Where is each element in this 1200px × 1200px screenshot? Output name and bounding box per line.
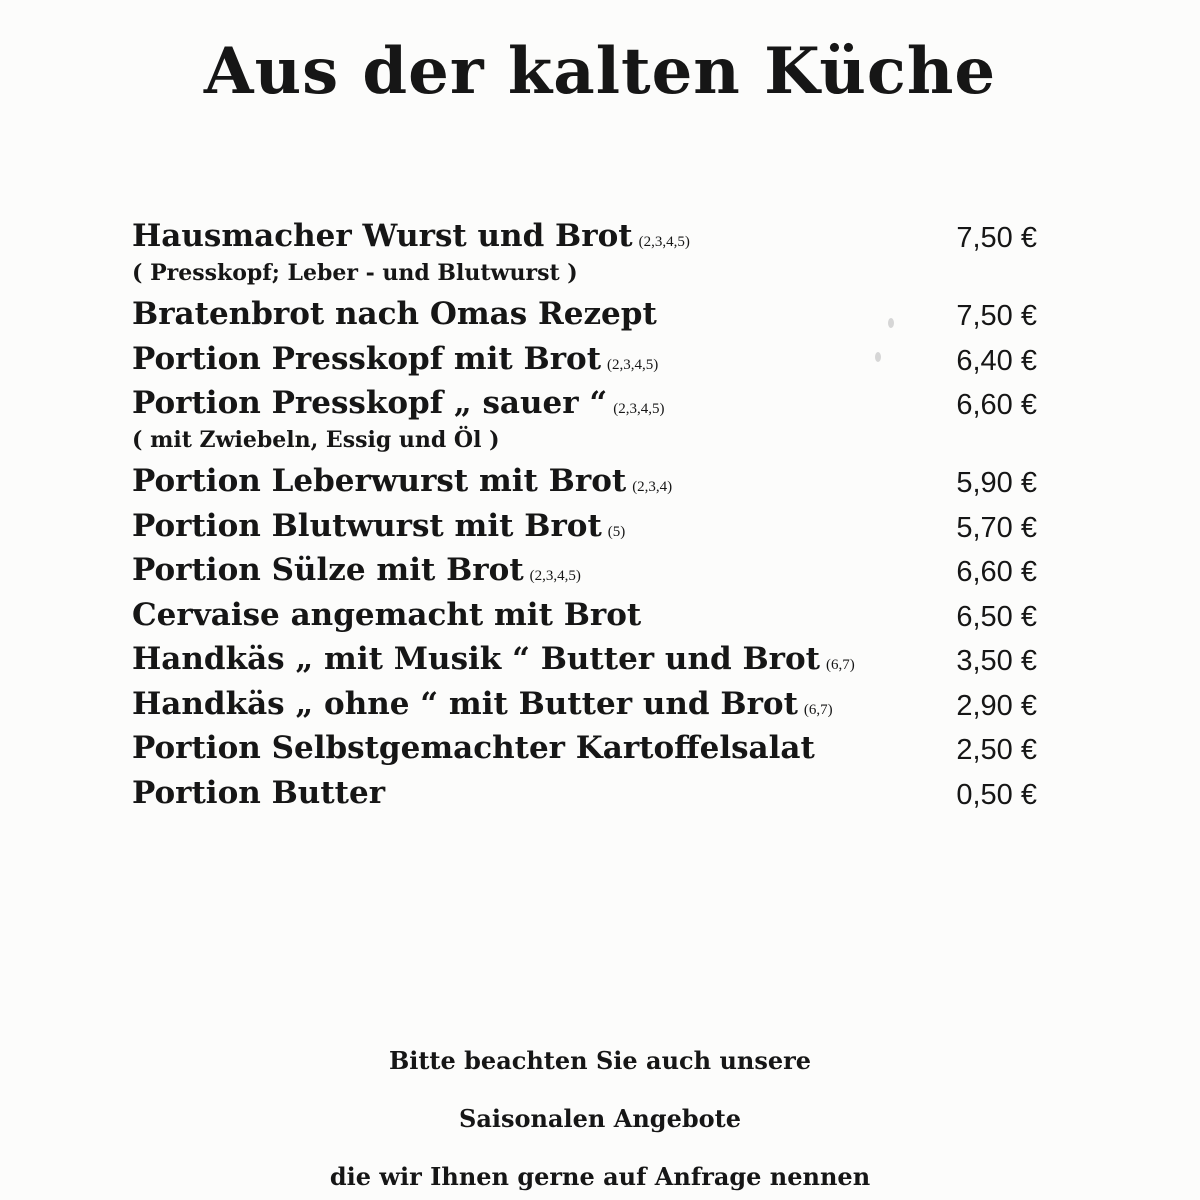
menu-item-name bbox=[132, 383, 664, 429]
menu-item-price: 5,90 € bbox=[956, 467, 1037, 499]
menu-item bbox=[132, 771, 1037, 816]
menu-item bbox=[132, 548, 1037, 593]
menu-item-name-text: Bratenbrot nach Omas Rezept bbox=[132, 296, 657, 332]
menu-item-name-text: Handkäs „ mit Musik “ Butter und Brot bbox=[132, 641, 820, 677]
menu-item-allergens: (5) bbox=[607, 523, 626, 540]
menu-item bbox=[132, 459, 1037, 504]
menu-item-name-text: Portion Sülze mit Brot bbox=[132, 552, 524, 588]
menu-item-name bbox=[132, 461, 672, 507]
footer-line-2: Saisonalen Angebote bbox=[459, 1104, 741, 1133]
paper-speck bbox=[875, 352, 881, 362]
menu-item-price: 6,40 € bbox=[956, 344, 1037, 377]
menu-item bbox=[132, 292, 1037, 337]
menu-item-allergens: (2,3,4,5) bbox=[529, 568, 581, 584]
menu-item-name-text: Portion Selbstgemachter Kartoffelsalat bbox=[132, 730, 815, 766]
menu-item bbox=[132, 337, 1037, 382]
menu-item-allergens: (2,3,4,5) bbox=[613, 401, 665, 417]
menu-item bbox=[132, 682, 1037, 727]
footer-note bbox=[0, 1032, 1200, 1200]
menu-item-name-text: Cervaise angemacht mit Brot bbox=[132, 596, 642, 633]
menu-item bbox=[132, 214, 1037, 292]
menu-item-price: 7,50 € bbox=[956, 222, 1037, 254]
menu-item-name bbox=[132, 506, 625, 552]
footer-line-3: die wir Ihnen gerne auf Anfrage nennen bbox=[329, 1162, 871, 1191]
menu-item-price: 3,50 € bbox=[956, 645, 1037, 677]
menu-item-name bbox=[132, 728, 815, 768]
menu-item-name-text: Hausmacher Wurst und Brot bbox=[132, 218, 633, 254]
menu-list bbox=[132, 214, 1037, 815]
menu-item-price: 5,70 € bbox=[956, 511, 1037, 544]
menu-item-description: ( mit Zwiebeln, Essig und Öl ) bbox=[132, 427, 500, 453]
menu-item-allergens: (2,3,4) bbox=[632, 479, 673, 495]
menu-item-description: ( Presskopf; Leber - und Blutwurst ) bbox=[132, 260, 578, 286]
menu-item-allergens: (6,7) bbox=[826, 657, 855, 673]
menu-item-name bbox=[132, 216, 690, 262]
menu-item-name bbox=[132, 684, 833, 730]
menu-item-name-text: Portion Butter bbox=[132, 774, 386, 811]
menu-item-allergens: (2,3,4,5) bbox=[607, 356, 659, 373]
menu-item-name bbox=[132, 550, 581, 596]
menu-item-name-text: Portion Leberwurst mit Brot bbox=[132, 463, 627, 499]
menu-item-name bbox=[132, 773, 385, 813]
menu-item-name bbox=[132, 339, 658, 385]
menu-item-price: 6,50 € bbox=[956, 600, 1037, 633]
footer-line-1: Bitte beachten Sie auch unsere bbox=[388, 1046, 812, 1075]
menu-item-name-text: Portion Presskopf mit Brot bbox=[132, 340, 602, 377]
menu-item-name-text: Portion Presskopf „ sauer “ bbox=[132, 385, 608, 421]
menu-item-name bbox=[132, 294, 657, 334]
page-title: Aus der kalten Küche bbox=[203, 34, 997, 109]
menu-item-price: 0,50 € bbox=[956, 778, 1037, 811]
menu-item-name bbox=[132, 639, 855, 685]
menu-item bbox=[132, 504, 1037, 549]
menu-item-price: 6,60 € bbox=[956, 389, 1037, 421]
menu-item-name bbox=[132, 595, 641, 635]
menu-item-price: 2,90 € bbox=[956, 689, 1037, 722]
paper-speck bbox=[888, 318, 894, 328]
menu-item-name-text: Portion Blutwurst mit Brot bbox=[132, 507, 602, 544]
menu-item-price: 2,50 € bbox=[956, 734, 1037, 766]
menu-item bbox=[132, 726, 1037, 771]
menu-item bbox=[132, 637, 1037, 682]
menu-item-price: 6,60 € bbox=[956, 556, 1037, 588]
menu-item-price: 7,50 € bbox=[956, 300, 1037, 332]
menu-item-allergens: (2,3,4,5) bbox=[638, 234, 690, 250]
menu-item-allergens: (6,7) bbox=[803, 701, 833, 718]
menu-item-name-text: Handkäs „ ohne “ mit Butter und Brot bbox=[132, 685, 798, 722]
menu-item bbox=[132, 381, 1037, 459]
menu-item bbox=[132, 593, 1037, 638]
